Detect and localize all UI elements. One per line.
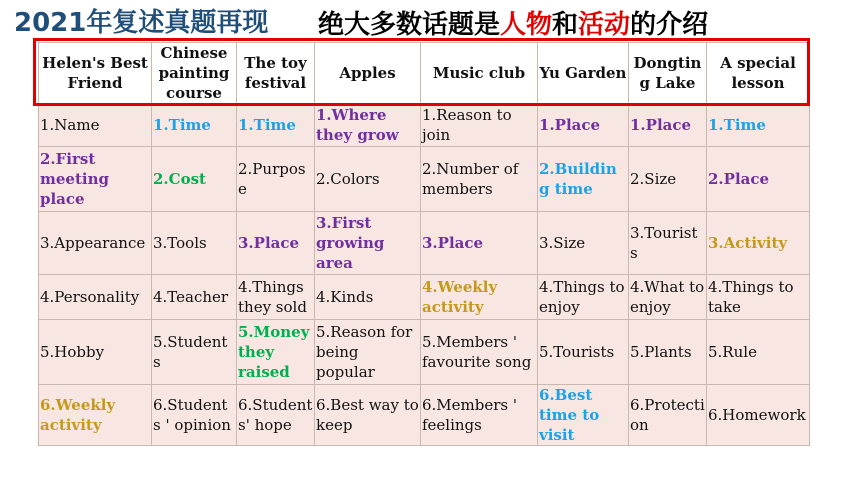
table-cell: 5.Hobby: [39, 320, 152, 385]
headline-word-activity: 活动: [578, 10, 631, 40]
table-cell: 4.Kinds: [315, 275, 421, 320]
table-cell: 6.Weekly activity: [39, 385, 152, 446]
headline-word-people: 人物: [500, 10, 553, 40]
table-cell: 6.Protecti on: [629, 385, 707, 446]
header-cell: A special lesson: [707, 43, 810, 104]
table-cell: 5.Members ' favourite song: [421, 320, 538, 385]
table-row: [39, 320, 810, 385]
table-row: [39, 385, 810, 446]
table-cell: 5.Reason for being popular: [315, 320, 421, 385]
table-cell: 6.Best way to keep: [315, 385, 421, 446]
headline-part2: 和: [552, 10, 579, 40]
table-row: [39, 104, 810, 147]
table-row: [39, 147, 810, 212]
table-row: [39, 275, 810, 320]
table-cell: 3.Size: [538, 212, 629, 275]
page-title: 2021年复述真题再现: [14, 8, 269, 38]
table-cell: 4.Things to take: [707, 275, 810, 320]
table-cell: 4.Personality: [39, 275, 152, 320]
table-cell: 6.Homework: [707, 385, 810, 446]
header-cell: Music club: [421, 43, 538, 104]
table-cell: 1.Name: [39, 104, 152, 147]
table-cell: 3.Tools: [152, 212, 237, 275]
table-cell: 1.Place: [629, 104, 707, 147]
table-cell: 3.Tourists: [629, 212, 707, 275]
table-cell: 2.Purpose: [237, 147, 315, 212]
header-cell: Yu Garden: [538, 43, 629, 104]
headline-part3: 的介绍: [630, 10, 709, 40]
table-cell: 1.Where they grow: [315, 104, 421, 147]
table-cell: 5.Students: [152, 320, 237, 385]
table-cell: 6.Students ' opinion: [152, 385, 237, 446]
table-cell: 1.Time: [237, 104, 315, 147]
topic-table: [38, 42, 810, 446]
table-cell: 5.Tourists: [538, 320, 629, 385]
header-cell: Apples: [315, 43, 421, 104]
table-cell: 5.Plants: [629, 320, 707, 385]
table-cell: 3.Appearance: [39, 212, 152, 275]
table-cell: 1.Time: [707, 104, 810, 147]
table-cell: 3.First growing area: [315, 212, 421, 275]
header-row: [39, 43, 810, 104]
table-cell: 3.Activity: [707, 212, 810, 275]
table-cell: 6.Members ' feelings: [421, 385, 538, 446]
table-cell: 1.Place: [538, 104, 629, 147]
header-cell: Dongting Lake: [629, 43, 707, 104]
table-cell: 1.Time: [152, 104, 237, 147]
header-cell: Helen's Best Friend: [39, 43, 152, 104]
table-cell: 5.Money they raised: [237, 320, 315, 385]
header-cell: The toy festival: [237, 43, 315, 104]
table-cell: 1.Reason to join: [421, 104, 538, 147]
table-cell: 3.Place: [237, 212, 315, 275]
table-cell: 2.Cost: [152, 147, 237, 212]
table-cell: 6.Best time to visit: [538, 385, 629, 446]
table-row: [39, 212, 810, 275]
table-cell: 4.Things to enjoy: [538, 275, 629, 320]
table-cell: 5.Rule: [707, 320, 810, 385]
table-cell: 2.Colors: [315, 147, 421, 212]
table-cell: 2.Size: [629, 147, 707, 212]
table-cell: 4.What to enjoy: [629, 275, 707, 320]
table-cell: 4.Weekly activity: [421, 275, 538, 320]
table-cell: 4.Teacher: [152, 275, 237, 320]
headline: [318, 4, 708, 41]
headline-part1: 绝大多数话题是: [318, 10, 501, 40]
table-cell: 3.Place: [421, 212, 538, 275]
table-cell: 2.Place: [707, 147, 810, 212]
table-cell: 6.Student s' hope: [237, 385, 315, 446]
table-cell: 4.Things they sold: [237, 275, 315, 320]
header-cell: Chinese painting course: [152, 43, 237, 104]
table-cell: 2.Number of members: [421, 147, 538, 212]
table-cell: 2.Building time: [538, 147, 629, 212]
table-cell: 2.First meeting place: [39, 147, 152, 212]
